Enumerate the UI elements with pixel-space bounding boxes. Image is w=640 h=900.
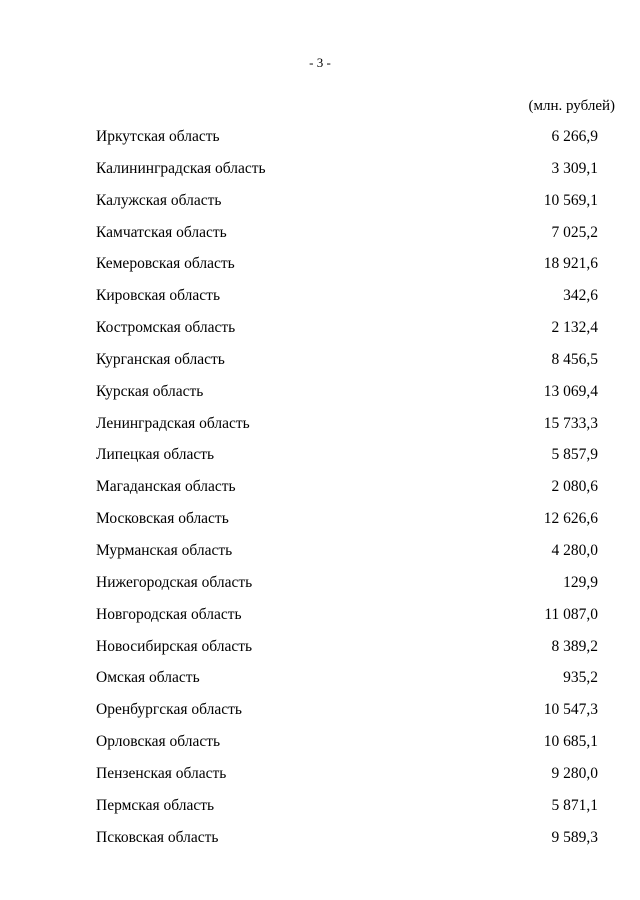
- region-amount: 2 132,4: [551, 319, 598, 337]
- region-amount: 5 871,1: [551, 796, 598, 814]
- table-row: [0, 446, 640, 478]
- region-name: Курганская область: [96, 350, 225, 368]
- region-amount: 6 266,9: [551, 128, 598, 145]
- region-name: Нижегородская область: [96, 573, 253, 591]
- table-row: [0, 606, 640, 638]
- table-row: [0, 542, 640, 574]
- table-row: [0, 669, 640, 701]
- region-amount: 10 547,3: [543, 701, 598, 719]
- region-amount: 12 626,6: [543, 510, 598, 528]
- region-name: Оренбургская область: [96, 701, 242, 719]
- region-amount-list: [0, 128, 640, 860]
- region-amount: 18 921,6: [543, 255, 598, 273]
- region-amount: 11 087,0: [544, 605, 598, 623]
- region-name: Ленинградская область: [96, 414, 250, 432]
- region-amount: 9 589,3: [551, 828, 598, 846]
- table-row: [0, 415, 640, 447]
- region-name: Кировская область: [96, 287, 221, 305]
- table-row: [0, 128, 640, 160]
- table-row: [0, 160, 640, 192]
- region-amount: 129,9: [563, 573, 598, 591]
- region-name: Липецкая область: [96, 446, 215, 464]
- table-row: [0, 733, 640, 765]
- region-name: Новосибирская область: [96, 637, 253, 655]
- units-label: (млн. рублей): [528, 98, 615, 114]
- region-name: Иркутская область: [96, 128, 220, 145]
- table-row: [0, 510, 640, 542]
- table-row: [0, 351, 640, 383]
- page-number: - 3 -: [309, 55, 331, 70]
- region-amount: 3 309,1: [551, 159, 598, 177]
- table-row: [0, 192, 640, 224]
- table-row: [0, 765, 640, 797]
- region-name: Пермская область: [96, 796, 215, 814]
- region-name: Орловская область: [96, 733, 221, 751]
- table-row: [0, 478, 640, 510]
- region-name: Магаданская область: [96, 478, 236, 496]
- table-row: [0, 701, 640, 733]
- region-amount: 342,6: [563, 287, 598, 305]
- region-amount: 15 733,3: [543, 414, 598, 432]
- table-row: [0, 829, 640, 861]
- region-name: Омская область: [96, 669, 200, 687]
- region-amount: 8 456,5: [551, 350, 598, 368]
- region-name: Мурманская область: [96, 541, 233, 559]
- region-name: Курская область: [96, 382, 204, 400]
- region-amount: 2 080,6: [551, 478, 598, 496]
- region-amount: 9 280,0: [551, 764, 598, 782]
- region-name: Камчатская область: [96, 223, 227, 241]
- region-amount: 13 069,4: [543, 382, 598, 400]
- region-name: Московская область: [96, 510, 229, 528]
- region-name: Кемеровская область: [96, 255, 235, 273]
- region-name: Калининградская область: [96, 159, 266, 177]
- region-name: Новгородская область: [96, 605, 242, 623]
- region-amount: 8 389,2: [551, 637, 598, 655]
- region-amount: 7 025,2: [551, 223, 598, 241]
- table-row: [0, 797, 640, 829]
- region-name: Пензенская область: [96, 764, 227, 782]
- table-row: [0, 319, 640, 351]
- table-row: [0, 287, 640, 319]
- table-row: [0, 638, 640, 670]
- region-amount: 935,2: [563, 669, 598, 687]
- region-amount: 10 569,1: [543, 191, 598, 209]
- region-name: Костромская область: [96, 319, 236, 337]
- table-row: [0, 224, 640, 256]
- region-name: Псковская область: [96, 828, 219, 846]
- region-amount: 10 685,1: [543, 733, 598, 751]
- region-amount: 5 857,9: [551, 446, 598, 464]
- table-row: [0, 383, 640, 415]
- table-row: [0, 574, 640, 606]
- table-row: [0, 255, 640, 287]
- region-name: Калужская область: [96, 191, 222, 209]
- region-amount: 4 280,0: [551, 541, 598, 559]
